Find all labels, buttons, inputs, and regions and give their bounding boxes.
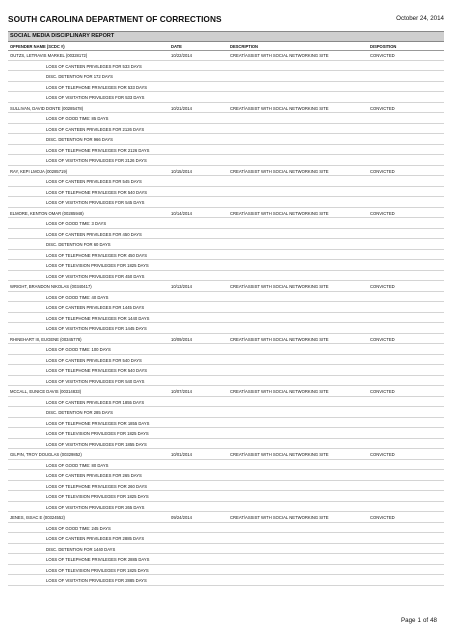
page-footer bbox=[399, 617, 437, 624]
sanction-text: LOSS OF VISITATION PRIVILEGES FOR 450 DAYS bbox=[46, 273, 145, 279]
sanction-row bbox=[8, 344, 444, 355]
report-title: SOCIAL MEDIA DISCIPLINARY REPORT bbox=[10, 33, 115, 40]
sanction-row bbox=[8, 260, 444, 271]
sanction-text: LOSS OF TELEPHONE PRIVILEGES FOR 1855 DAYS bbox=[46, 420, 150, 426]
sanction-row bbox=[8, 250, 444, 261]
record-date: 10/15/2014 bbox=[171, 168, 192, 174]
record-description: CREAT/ASSIST WITH SOCIAL NETWORKING SITE bbox=[230, 53, 329, 58]
sanction-row bbox=[8, 544, 444, 555]
sanction-text: LOSS OF CANTEEN PRIVILEGES FOR 533 DAYS bbox=[46, 63, 142, 69]
sanction-text: DISC. DETENTION FOR 285 DAYS bbox=[46, 410, 113, 415]
sanction-row bbox=[8, 365, 444, 376]
sanction-row bbox=[8, 187, 444, 198]
sanction-row bbox=[8, 481, 444, 492]
sanction-text: LOSS OF CANTEEN PRIVILEGES FOR 1445 DAYS bbox=[46, 305, 145, 310]
sanction-row bbox=[8, 575, 444, 586]
record-disposition: CONVICTED bbox=[370, 53, 395, 58]
table-row bbox=[8, 166, 444, 177]
of-word: of bbox=[422, 617, 429, 624]
record-description: CREAT/ASSIST WITH SOCIAL NETWORKING SITE bbox=[230, 210, 329, 216]
offender-name: MCCALL, EUNICE DAVIS (00314833) bbox=[10, 389, 82, 394]
sanction-row bbox=[8, 533, 444, 544]
sanction-row bbox=[8, 113, 444, 124]
sanction-text: DISC. DETENTION FOR 60 DAYS bbox=[46, 242, 111, 247]
sanction-row bbox=[8, 418, 444, 429]
sanction-text: LOSS OF GOOD TIME: 40 DAYS bbox=[46, 294, 109, 300]
sanction-text: LOSS OF CANTEEN PRIVILEGES FOR 540 DAYS bbox=[46, 357, 142, 363]
agency-name: SOUTH CAROLINA DEPARTMENT OF CORRECTIONS bbox=[8, 14, 222, 24]
record-description: CREAT/ASSIST WITH SOCIAL NETWORKING SITE bbox=[230, 452, 329, 457]
sanction-text: LOSS OF TELEPHONE PRIVILEGES FOR 260 DAYS bbox=[46, 483, 148, 489]
sanction-row bbox=[8, 313, 444, 324]
record-description: CREAT/ASSIST WITH SOCIAL NETWORKING SITE bbox=[230, 168, 329, 174]
sanction-text: LOSS OF VISITATION PRIVILEGES FOR 1855 DAYS bbox=[46, 441, 147, 447]
sanction-row bbox=[8, 239, 444, 250]
sanction-text: LOSS OF VISITATION PRIVILEGES FOR 545 DAYS bbox=[46, 200, 145, 205]
sanction-text: LOSS OF TELEVISION PRIVILEGES FOR 1825 DAYS bbox=[46, 431, 149, 436]
sanction-row bbox=[8, 134, 444, 145]
record-disposition: CONVICTED bbox=[370, 284, 395, 289]
sanction-row bbox=[8, 554, 444, 565]
sanction-text: LOSS OF TELEPHONE PRIVILEGES FOR 2126 DAYS bbox=[46, 147, 150, 153]
sanction-row bbox=[8, 229, 444, 240]
table-row bbox=[8, 512, 444, 523]
sanction-text: DISC. DETENTION FOR 966 DAYS bbox=[46, 137, 113, 142]
report-title-bar bbox=[8, 31, 444, 42]
offender-name: OUTZS, LETRAVIS MARKEL (00328172) bbox=[10, 53, 88, 58]
sanction-row bbox=[8, 491, 444, 502]
sanction-row bbox=[8, 439, 444, 450]
sanction-text: LOSS OF TELEVISION PRIVILEGES FOR 1825 DAYS bbox=[46, 567, 149, 573]
sanction-row bbox=[8, 82, 444, 93]
sanction-row bbox=[8, 323, 444, 334]
sanction-text: LOSS OF GOOD TIME: 3 DAYS bbox=[46, 221, 107, 226]
record-date: 10/21/2014 bbox=[171, 105, 192, 111]
record-date: 10/01/2014 bbox=[171, 452, 192, 457]
record-date: 09/24/2014 bbox=[171, 515, 192, 520]
sanction-row bbox=[8, 197, 444, 208]
sanction-text: LOSS OF TELEPHONE PRIVILEGES FOR 540 DAYS bbox=[46, 368, 148, 373]
record-disposition: CONVICTED bbox=[370, 168, 395, 174]
record-description: CREAT/ASSIST WITH SOCIAL NETWORKING SITE bbox=[230, 105, 329, 111]
record-disposition: CONVICTED bbox=[370, 105, 395, 111]
sanction-text: LOSS OF VISITATION PRIVILEGES FOR 265 DAYS bbox=[46, 504, 145, 510]
offender-name: JENES, ISSAC E (00324552) bbox=[10, 515, 65, 520]
column-header-description: DESCRIPTION bbox=[230, 43, 258, 49]
record-description: CREAT/ASSIST WITH SOCIAL NETWORKING SITE bbox=[230, 515, 329, 520]
page-number: 1 bbox=[417, 617, 421, 624]
record-description: CREAT/ASSIST WITH SOCIAL NETWORKING SITE bbox=[230, 336, 329, 342]
sanction-row bbox=[8, 71, 444, 82]
sanction-text: LOSS OF GOOD TIME: 85 DAYS bbox=[46, 116, 109, 121]
record-date: 10/09/2014 bbox=[171, 336, 192, 342]
sanction-row bbox=[8, 218, 444, 229]
record-disposition: CONVICTED bbox=[370, 389, 395, 394]
sanction-text: LOSS OF GOOD TIME: 100 DAYS bbox=[46, 347, 111, 352]
sanction-row bbox=[8, 145, 444, 156]
sanction-row bbox=[8, 292, 444, 303]
sanction-text: LOSS OF TELEVISION PRIVILEGES FOR 1825 DAYS bbox=[46, 263, 149, 268]
table-row bbox=[8, 449, 444, 460]
table-row bbox=[8, 103, 444, 114]
offender-name: ELMORE, KENTON OMAR (00285948) bbox=[10, 210, 84, 216]
column-header-name: OFFENDER NAME (SCDC #) bbox=[10, 43, 65, 49]
record-disposition: CONVICTED bbox=[370, 452, 395, 457]
record-date: 10/14/2014 bbox=[171, 210, 192, 216]
record-disposition: CONVICTED bbox=[370, 336, 395, 342]
record-disposition: CONVICTED bbox=[370, 515, 395, 520]
sanction-row bbox=[8, 407, 444, 418]
sanction-text: DISC. DETENTION FOR 1440 DAYS bbox=[46, 546, 116, 552]
sanction-row bbox=[8, 376, 444, 387]
offender-name: RHINEHART III, EUGENE (00345778) bbox=[10, 336, 82, 342]
offender-name: GILPIN, TROY DOUGLAS (00329852) bbox=[10, 452, 82, 457]
sanction-row bbox=[8, 470, 444, 481]
offender-name: RAY, KEPI LMOJA (00285719) bbox=[10, 168, 68, 174]
sanction-row bbox=[8, 302, 444, 313]
sanction-text: LOSS OF TELEVISION PRIVILEGES FOR 1825 DAYS bbox=[46, 494, 149, 499]
page-word: Page bbox=[401, 617, 416, 624]
record-disposition: CONVICTED bbox=[370, 210, 395, 216]
sanction-text: LOSS OF TELEPHONE PRIVILEGES FOR 2885 DAYS bbox=[46, 557, 150, 562]
sanction-text: LOSS OF CANTEEN PRIVILEGES FOR 450 DAYS bbox=[46, 231, 142, 237]
sanction-text: LOSS OF GOOD TIME: 80 DAYS bbox=[46, 462, 109, 468]
sanction-text: LOSS OF VISITATION PRIVILEGES FOR 2885 DAYS bbox=[46, 578, 147, 583]
sanction-text: LOSS OF TELEPHONE PRIVILEGES FOR 533 DAYS bbox=[46, 84, 148, 90]
sanction-row bbox=[8, 460, 444, 471]
page-header bbox=[8, 14, 444, 28]
record-description: CREAT/ASSIST WITH SOCIAL NETWORKING SITE bbox=[230, 284, 329, 289]
column-header-disposition: DISPOSITION bbox=[370, 43, 397, 49]
table-row bbox=[8, 50, 444, 61]
sanction-row bbox=[8, 397, 444, 408]
page-total: 48 bbox=[430, 617, 437, 624]
sanction-text: LOSS OF VISITATION PRIVILEGES FOR 540 DAYS bbox=[46, 378, 145, 384]
sanction-row bbox=[8, 565, 444, 576]
table-row bbox=[8, 208, 444, 219]
offender-name: WRIGHT, BRANDON NIKOLAS (00340417) bbox=[10, 284, 92, 289]
sanction-row bbox=[8, 271, 444, 282]
record-date: 10/07/2014 bbox=[171, 389, 192, 394]
sanction-text: LOSS OF TELEPHONE PRIVILEGES FOR 540 DAYS bbox=[46, 189, 148, 195]
sanction-text: DISC. DETENTION FOR 172 DAYS bbox=[46, 74, 113, 79]
sanction-row bbox=[8, 92, 444, 103]
sanction-row bbox=[8, 523, 444, 534]
sanction-row bbox=[8, 124, 444, 135]
sanction-text: LOSS OF CANTEEN PRIVILEGES FOR 545 DAYS bbox=[46, 179, 142, 184]
sanction-text: LOSS OF VISITATION PRIVILEGES FOR 533 DAYS bbox=[46, 95, 145, 100]
column-header-date: DATE bbox=[171, 43, 182, 49]
sanction-row bbox=[8, 155, 444, 166]
table-row bbox=[8, 281, 444, 292]
sanction-text: LOSS OF TELEPHONE PRIVILEGES FOR 450 DAYS bbox=[46, 252, 148, 258]
sanction-row bbox=[8, 502, 444, 513]
sanction-text: LOSS OF CANTEEN PRIVILEGES FOR 2126 DAYS bbox=[46, 126, 145, 132]
sanction-text: LOSS OF CANTEEN PRIVILEGES FOR 2885 DAYS bbox=[46, 536, 145, 541]
table-row bbox=[8, 334, 444, 345]
record-date: 10/13/2014 bbox=[171, 284, 192, 289]
sanction-text: LOSS OF CANTEEN PRIVILEGES FOR 265 DAYS bbox=[46, 473, 142, 478]
table-row bbox=[8, 386, 444, 397]
sanction-row bbox=[8, 176, 444, 187]
sanction-text: LOSS OF TELEPHONE PRIVILEGES FOR 1440 DAYS bbox=[46, 315, 150, 321]
sanction-text: LOSS OF CANTEEN PRIVILEGES FOR 1855 DAYS bbox=[46, 399, 145, 405]
sanction-text: LOSS OF GOOD TIME: 245 DAYS bbox=[46, 525, 111, 531]
record-date: 10/22/2014 bbox=[171, 53, 192, 58]
offender-name: SULLIVAN, DAVID DONTE (00285478) bbox=[10, 105, 84, 111]
records-table bbox=[8, 50, 444, 586]
sanction-row bbox=[8, 61, 444, 72]
record-description: CREAT/ASSIST WITH SOCIAL NETWORKING SITE bbox=[230, 389, 329, 394]
sanction-text: LOSS OF VISITATION PRIVILEGES FOR 2126 DAYS bbox=[46, 158, 147, 163]
sanction-row bbox=[8, 428, 444, 439]
sanction-row bbox=[8, 355, 444, 366]
report-date: October 24, 2014 bbox=[396, 15, 444, 22]
sanction-text: LOSS OF VISITATION PRIVILEGES FOR 1445 DAYS bbox=[46, 326, 147, 331]
